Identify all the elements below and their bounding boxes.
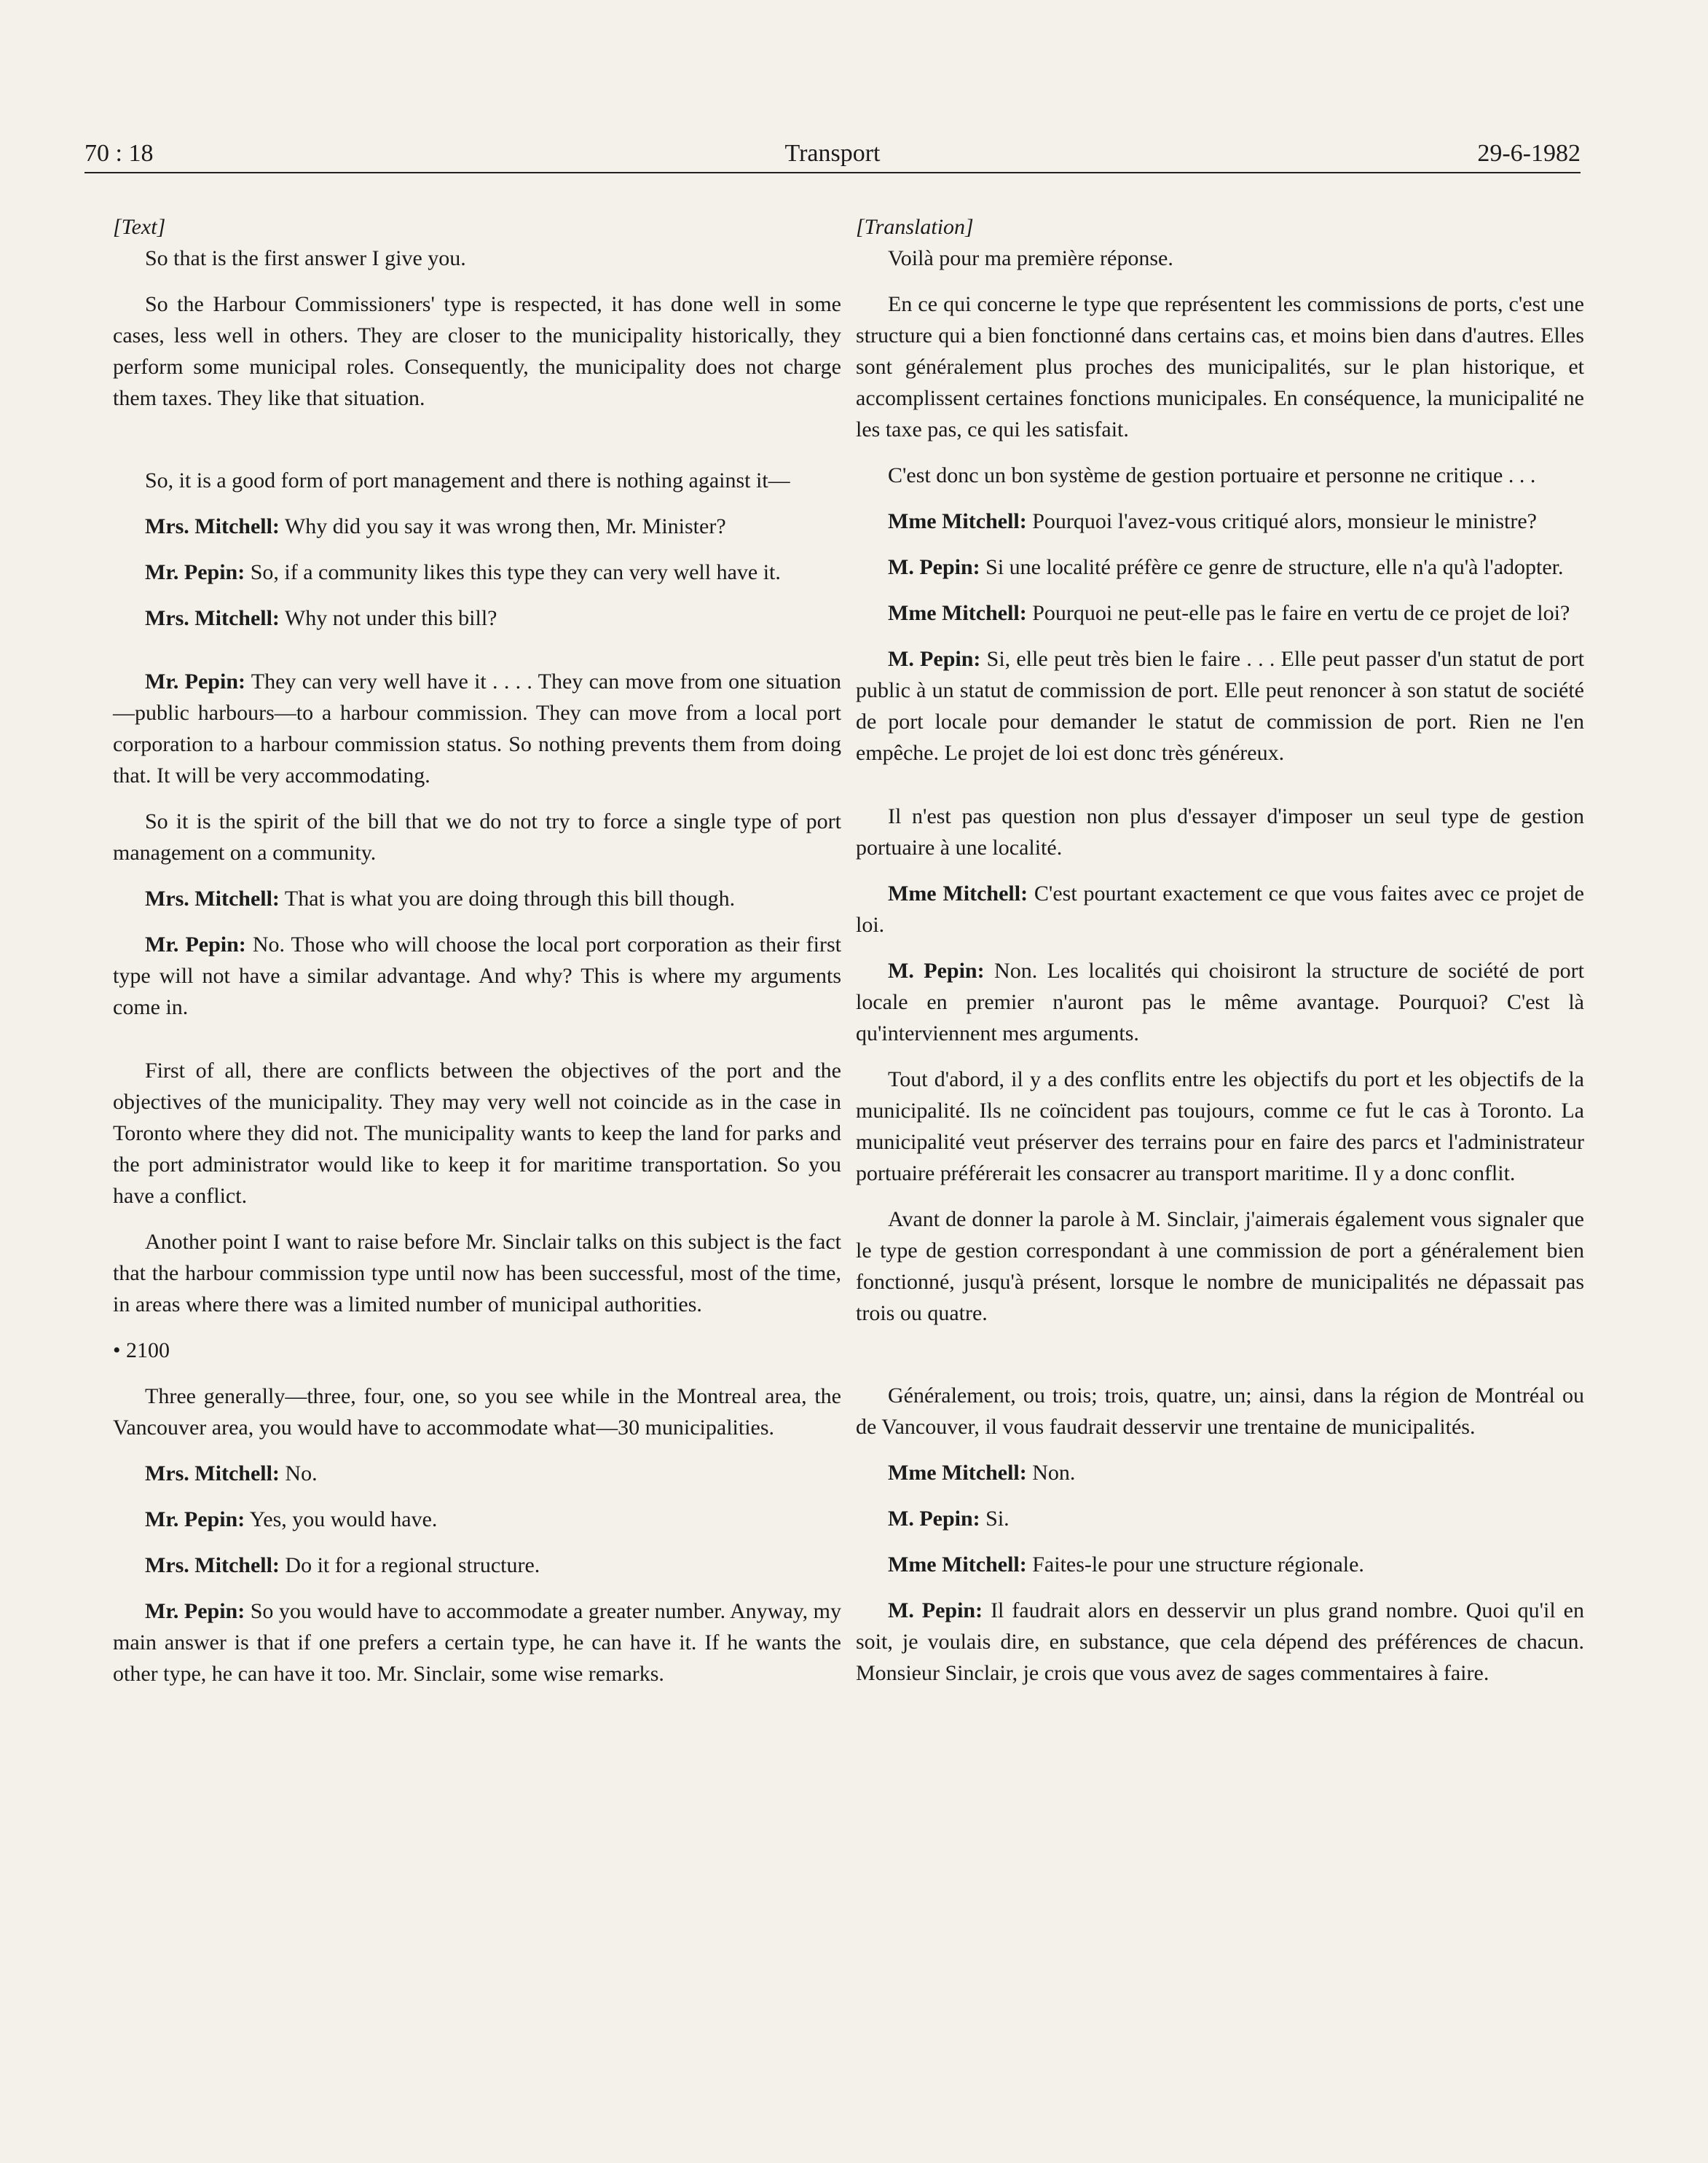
paragraph: Généralement, ou trois; trois, quatre, un; ainsi, dans la région de Montréal ou de Vancouver, il vous faudrait desservir une trentaine de municipalités.	[856, 1383, 1584, 1439]
speaker-name: Mrs. Mitchell:	[145, 606, 280, 630]
speaker-name: M. Pepin:	[888, 647, 981, 671]
speaker-paragraph	[113, 929, 841, 1023]
speaker-paragraph	[856, 1457, 1584, 1488]
paragraph: C'est donc un bon système de gestion portuaire et personne ne critique . . .	[888, 463, 1536, 487]
paragraph: Another point I want to raise before Mr. Sinclair talks on this subject is the fact that the harbour commission type until now has been successful, most of the time, in areas where there was a limited number of municipal authorities.	[113, 1230, 841, 1316]
paragraph: So, it is a good form of port management and there is nothing against it—	[145, 468, 790, 492]
speaker-name: M. Pepin:	[888, 959, 985, 983]
speaker-paragraph	[856, 643, 1584, 769]
speech-text: So you would have to accommodate a greater number. Anyway, my main answer is that if one prefers a certain type, he can have it. If he wants the other type, he can have it too. Mr. Sinclair, some wise remarks.	[113, 1599, 842, 1686]
speaker-name: Mme Mitchell:	[888, 601, 1027, 625]
speaker-paragraph	[856, 878, 1584, 941]
header-rule	[84, 172, 1581, 173]
column-tag: [Text]	[113, 215, 166, 239]
speaker-name: Mrs. Mitchell:	[145, 887, 280, 911]
page-header	[84, 137, 1581, 170]
paragraph: Il n'est pas question non plus d'essayer d'imposer un seul type de gestion portuaire à une localité.	[856, 804, 1584, 860]
time-marker: • 2100	[113, 1338, 170, 1362]
french-column	[856, 211, 1584, 1689]
speech-text: Yes, you would have.	[245, 1507, 438, 1531]
speaker-paragraph	[856, 551, 1584, 583]
speaker-paragraph	[113, 511, 841, 542]
speech-text: Pourquoi ne peut-elle pas le faire en vertu de ce projet de loi?	[1026, 601, 1570, 625]
paragraph: So it is the spirit of the bill that we do not try to force a single type of port management on a community.	[113, 809, 841, 865]
speaker-name: M. Pepin:	[888, 1598, 983, 1622]
page-number: 70 : 18	[84, 140, 154, 167]
speaker-name: Mme Mitchell:	[888, 1461, 1027, 1485]
speaker-paragraph	[856, 597, 1584, 629]
speaker-paragraph	[113, 1504, 841, 1535]
speaker-name: Mme Mitchell:	[888, 1552, 1027, 1577]
paragraph: En ce qui concerne le type que représentent les commissions de ports, c'est une structure qui a bien fonctionné dans certains cas, et moins bien dans d'autres. Elles sont généralement plus proches des municipalités, sur le plan historique, et accomplissent certaines fonctions municipales. En conséquence, la municipalité ne les taxe pas, ce qui les satisfait.	[856, 292, 1584, 441]
speech-text: Why not under this bill?	[279, 606, 497, 630]
speaker-name: Mr. Pepin:	[145, 1507, 245, 1531]
speaker-name: Mr. Pepin:	[145, 560, 245, 584]
speech-text: Si.	[980, 1507, 1010, 1531]
speaker-name: Mr. Pepin:	[145, 933, 246, 957]
speaker-name: Mrs. Mitchell:	[145, 514, 280, 538]
speaker-paragraph	[113, 666, 841, 791]
paragraph: Tout d'abord, il y a des conflits entre les objectifs du port et les objectifs de la municipalité. Ils ne coïncident pas toujours, comme ce fut le cas à Toronto. La municipalité veut préserver des terrains pour en faire des parcs et l'administrateur portuaire préférerait les consacrer au transport maritime. Il y a donc conflit.	[856, 1067, 1584, 1185]
speaker-paragraph	[113, 883, 841, 914]
speaker-name: Mr. Pepin:	[145, 670, 246, 694]
column-tag: [Translation]	[856, 215, 974, 239]
paragraph: So the Harbour Commissioners' type is respected, it has done well in some cases, less well in others. They are closer to the municipality historically, they perform some municipal roles. Consequently, the municipality does not charge them taxes. They like that situation.	[113, 292, 841, 410]
paragraph: So that is the first answer I give you.	[145, 246, 466, 270]
speaker-name: M. Pepin:	[888, 555, 980, 579]
speech-text: No. Those who will choose the local port corporation as their first type will not have a similar advantage. And why? This is where my arguments come in.	[113, 933, 841, 1019]
speaker-paragraph	[856, 955, 1584, 1049]
speech-text: Pourquoi l'avez-vous critiqué alors, monsieur le ministre?	[1026, 509, 1537, 533]
speech-text: They can very well have it . . . . They can move from one situation—public harbours—to a harbour commission. They can move from a local port corporation to a harbour commission status. So nothing prevents them from doing that. It will be very accommodating.	[113, 670, 842, 788]
speech-text: Si, elle peut très bien le faire . . . Elle peut passer d'un statut de port public à un statut de commission de port. Elle peut renoncer à son statut de société de port locale pour demander le statut de commission de port. Rien ne l'en empêche. Le projet de loi est donc très généreux.	[856, 647, 1584, 765]
speech-text: Do it for a regional structure.	[279, 1553, 540, 1577]
paragraph: First of all, there are conflicts between the objectives of the port and the objectives of the municipality. They may very well not coincide as in the case in Toronto where they did not. The municipality wants to keep the land for parks and the port administrator would like to keep it for maritime transportation. So you have a conflict.	[113, 1059, 841, 1208]
speaker-paragraph	[113, 1595, 841, 1689]
speech-text: C'est pourtant exactement ce que vous faites avec ce projet de loi.	[856, 882, 1584, 937]
speech-text: Non.	[1026, 1461, 1076, 1485]
speaker-paragraph	[113, 1458, 841, 1489]
speaker-paragraph	[856, 1503, 1584, 1534]
speaker-name: Mrs. Mitchell:	[145, 1553, 280, 1577]
speech-text: Il faudrait alors en desservir un plus grand nombre. Quoi qu'il en soit, je voulais dire, en substance, que cela dépend des préférences de chacun. Monsieur Sinclair, je crois que vous avez de sages commentaires à faire.	[856, 1598, 1584, 1685]
speech-text: Si une localité préfère ce genre de structure, elle n'a qu'à l'adopter.	[980, 555, 1564, 579]
speaker-name: M. Pepin:	[888, 1507, 980, 1531]
paragraph: Three generally—three, four, one, so you see while in the Montreal area, the Vancouver area, you would have to accommodate what—30 municipalities.	[113, 1384, 841, 1440]
speaker-paragraph	[856, 1595, 1584, 1689]
speaker-paragraph	[113, 602, 841, 634]
speaker-name: Mrs. Mitchell:	[145, 1461, 280, 1485]
speech-text: No.	[279, 1461, 318, 1485]
speaker-name: Mme Mitchell:	[888, 882, 1028, 906]
speech-text: Non. Les localités qui choisiront la structure de société de port locale en premier n'auront pas le même avantage. Pourquoi? C'est là qu'interviennent mes arguments.	[856, 959, 1584, 1045]
speaker-paragraph	[113, 557, 841, 588]
speaker-name: Mme Mitchell:	[888, 509, 1027, 533]
speaker-paragraph	[113, 1550, 841, 1581]
english-column	[113, 211, 841, 1689]
speech-text: That is what you are doing through this bill though.	[279, 887, 736, 911]
speaker-paragraph	[856, 506, 1584, 537]
speaker-name: Mr. Pepin:	[145, 1599, 245, 1623]
speech-text: Why did you say it was wrong then, Mr. Minister?	[279, 514, 726, 538]
speech-text: So, if a community likes this type they can very well have it.	[245, 560, 781, 584]
paragraph: Voilà pour ma première réponse.	[888, 246, 1173, 270]
speech-text: Faites-le pour une structure régionale.	[1026, 1552, 1364, 1577]
page-date: 29-6-1982	[1477, 140, 1581, 167]
speaker-paragraph	[856, 1549, 1584, 1580]
paragraph: Avant de donner la parole à M. Sinclair, j'aimerais également vous signaler que le type de gestion correspondant à une commission de port a généralement bien fonctionné, jusqu'à présent, lorsque le nombre de municipalités ne dépassait pas trois ou quatre.	[856, 1207, 1584, 1325]
page-title: Transport	[784, 140, 881, 167]
